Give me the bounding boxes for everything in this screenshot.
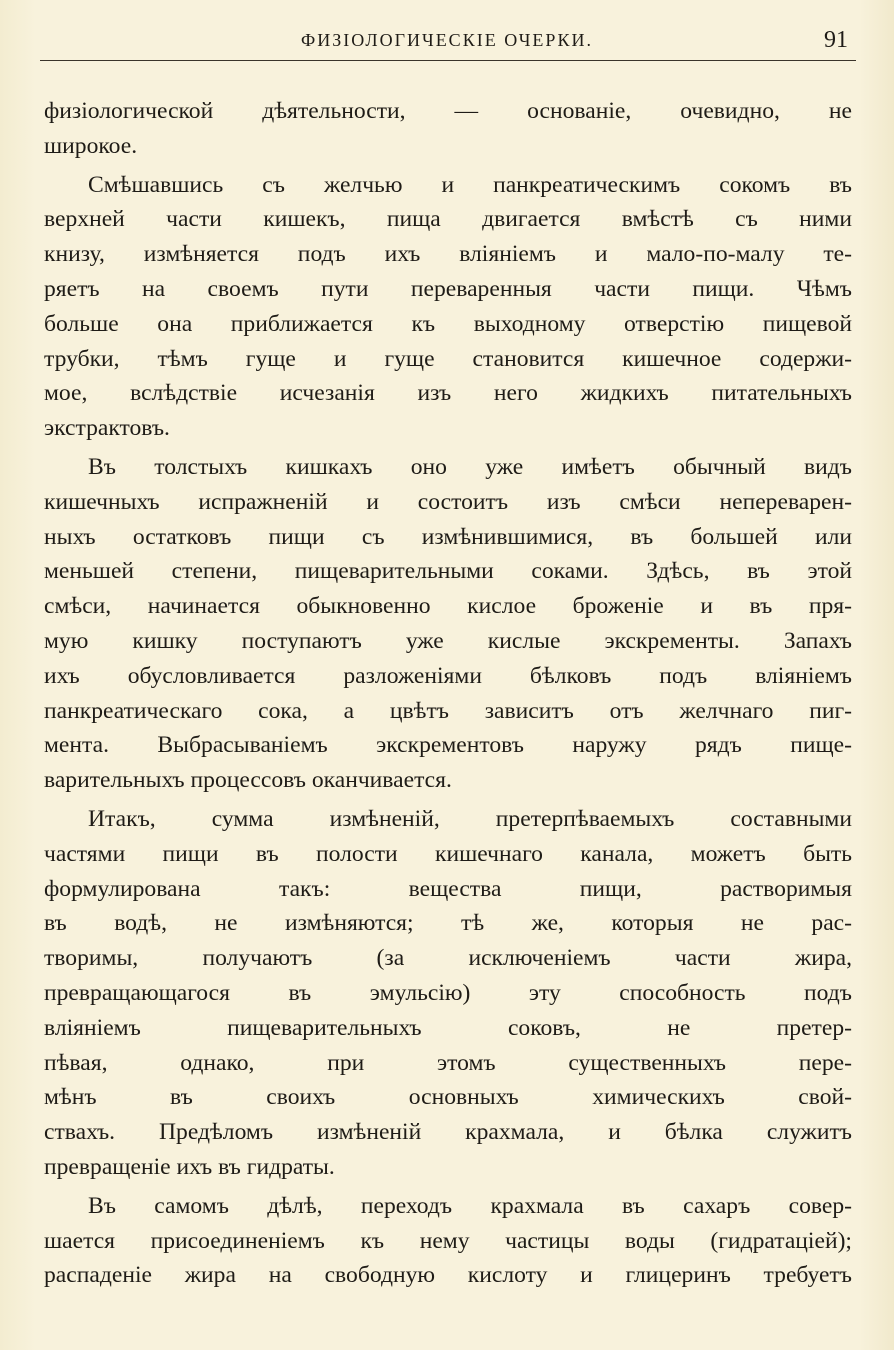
text-line: физіологической дѣятельности, — основаніе, очевидно, не [44, 98, 852, 124]
text-line: ихъ обусловливается разложеніями бѣлковъ подъ вліяніемъ [44, 662, 852, 689]
text-line: ствахъ. Предѣломъ измѣненій крахмала, и бѣлка служитъ [44, 1119, 852, 1146]
text-line: частями пищи въ полости кишечнаго канала, можетъ быть [44, 840, 852, 867]
text-line: книзу, измѣняется подъ ихъ вліяніемъ и мало-по-малу те- [44, 241, 852, 268]
text-line: превращеніе ихъ въ гидраты. [44, 1153, 335, 1180]
text-line: мента. Выбрасываніемъ экскрементовъ наружу рядъ пище- [44, 732, 852, 759]
page-number: 91 [824, 27, 848, 53]
text-line: широкое. [44, 132, 138, 159]
text-line: распаденіе жира на свободную кислоту и глицеринъ требуетъ [44, 1262, 852, 1289]
text-line: верхней части кишекъ, пища двигается вмѣстѣ съ ними [44, 206, 852, 233]
text-line: формулирована такъ: вещества пищи, растворимыя [44, 875, 852, 902]
text-line: Въ толстыхъ кишкахъ оно уже имѣетъ обычный видъ [88, 453, 852, 480]
text-line: пѣвая, однако, при этомъ существенныхъ пере- [44, 1049, 852, 1076]
text-line: кишечныхъ испражненій и состоитъ изъ смѣси непереварен- [44, 488, 852, 515]
text-line: экстрактовъ. [44, 415, 170, 442]
text-line: меньшей степени, пищеварительными соками. Здѣсь, въ этой [44, 558, 852, 585]
text-line: варительныхъ процессовъ оканчивается. [44, 767, 452, 794]
text-line: мое, вслѣдствіе исчезанія изъ него жидкихъ питательныхъ [44, 380, 852, 407]
text-line: вліяніемъ пищеварительныхъ соковъ, не претер- [44, 1014, 852, 1041]
text-line: трубки, тѣмъ гуще и гуще становится кишечное содержи- [44, 345, 852, 372]
body-text [44, 94, 852, 1293]
text-line: ныхъ остатковъ пищи съ измѣнившимися, въ большей или [44, 523, 852, 550]
text-line: Смѣшавшись съ желчью и панкреатическимъ сокомъ въ [88, 171, 852, 198]
text-line: Въ самомъ дѣлѣ, переходъ крахмала въ сахаръ совер- [88, 1192, 852, 1219]
running-head: ФИЗІОЛОГИЧЕСКІЕ ОЧЕРКИ. [301, 30, 593, 50]
text-line: творимы, получаютъ (за исключеніемъ части жира, [44, 945, 852, 972]
text-line: Итакъ, сумма измѣненій, претерпѣваемыхъ составными [88, 805, 852, 832]
text-line: ряетъ на своемъ пути переваренныя части пищи. Чѣмъ [44, 275, 852, 302]
text-line: въ водѣ, не измѣняются; тѣ же, которыя не рас- [44, 910, 852, 937]
text-line: мѣнъ въ своихъ основныхъ химическихъ свой- [44, 1084, 852, 1111]
text-line: мую кишку поступаютъ уже кислые экскременты. Запахъ [44, 627, 852, 654]
text-line: смѣси, начинается обыкновенно кислое броженіе и въ пря- [44, 593, 852, 620]
header-rule [40, 60, 856, 61]
text-line: панкреатическаго сока, а цвѣтъ зависитъ отъ желчнаго пиг- [44, 697, 852, 724]
text-line: превращающагося въ эмульсію) эту способность подъ [44, 979, 852, 1006]
text-line: больше она приближается къ выходному отверстію пищевой [44, 310, 852, 337]
text-line: шается присоединеніемъ къ нему частицы воды (гидратаціей); [44, 1227, 852, 1254]
